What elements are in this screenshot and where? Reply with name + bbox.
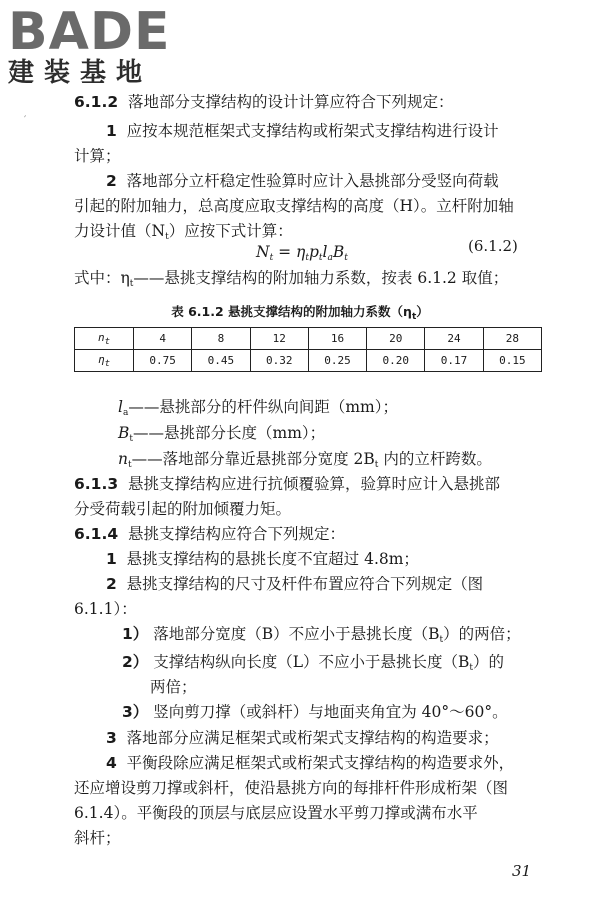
text: 支撑结构纵向长度（L）不应小于悬挑长度（B <box>153 653 470 671</box>
item-text: 落地部分应满足框架式或桁架式支撑结构的构造要求； <box>126 729 499 747</box>
formula-6-1-2 <box>256 242 348 268</box>
table-cell: 0.45 <box>192 350 250 372</box>
table-title <box>0 302 600 322</box>
text: η <box>97 352 105 366</box>
clause-text: 悬挑支撑结构应符合下列规定： <box>128 525 346 543</box>
clause-6-1-4-item-1 <box>106 549 419 569</box>
table-cell: 0.75 <box>134 350 192 372</box>
definition-nt <box>118 449 492 475</box>
symbol: B <box>118 424 130 442</box>
text: ）的 <box>473 653 505 671</box>
item-text: 悬挑支撑结构的尺寸及杆件布置应符合下列规定（图 <box>126 575 484 593</box>
row-header-n <box>75 328 134 350</box>
item-number: 1 <box>106 122 117 140</box>
logo-subtitle: 建装基地 <box>8 58 153 88</box>
table-cell: 4 <box>134 328 192 350</box>
clause-6-1-3 <box>74 474 500 494</box>
sub-item-3 <box>122 702 508 722</box>
clause-6-1-4-item-2 <box>106 574 483 594</box>
subscript: t <box>469 663 474 673</box>
text: ——悬挑支撑结构的附加轴力系数，按表 6.1.2 取值； <box>133 269 509 287</box>
item-text: 平衡段除应满足框架式或桁架式支撑结构的构造要求外， <box>126 754 515 772</box>
text: ）应按下式计算： <box>168 222 293 240</box>
item-number: 4 <box>106 754 117 772</box>
clause-6-1-4-item-4-cont: 还应增设剪刀撑或斜杆，使沿悬挑方向的每排杆件形成桁架（图 <box>74 779 509 797</box>
logo <box>8 4 171 88</box>
table-row <box>75 328 542 350</box>
table-cell: 12 <box>250 328 308 350</box>
table-cell: 20 <box>367 328 425 350</box>
item-number: 2 <box>106 575 117 593</box>
table-cell: 24 <box>425 328 483 350</box>
subscript: t <box>411 312 417 322</box>
text: 式中：η <box>74 269 130 287</box>
formula-part: l <box>322 243 328 261</box>
subscript: t <box>305 253 309 263</box>
clause-6-1-4-item-4 <box>106 753 514 773</box>
symbol: l <box>118 398 123 416</box>
sub-item-2-cont: 两倍； <box>150 678 197 696</box>
clause-text: 悬挑支撑结构应进行抗倾覆验算，验算时应计入悬挑部 <box>128 475 501 493</box>
formula-part: = η <box>278 243 306 261</box>
clause-6-1-4-heading <box>74 524 345 544</box>
text: n <box>97 330 105 344</box>
item-number: 2 <box>106 172 117 190</box>
table-row <box>75 350 542 372</box>
text: ）的两倍； <box>443 625 521 643</box>
item-text: 悬挑支撑结构的悬挑长度不宜超过 4.8m； <box>126 550 419 568</box>
text: ） <box>416 304 429 319</box>
definition-bt <box>118 423 325 449</box>
table-cell: 0.17 <box>425 350 483 372</box>
clause-6-1-4-item-2-cont: 6.1.1）： <box>74 600 137 618</box>
clause-text: 落地部分支撑结构的设计计算应符合下列规定： <box>128 93 454 111</box>
clause-number: 6.1.3 <box>74 475 119 493</box>
text: 竖向剪刀撑（或斜杆）与地面夹角宜为 40°～60°。 <box>153 703 508 721</box>
table-cell: 0.15 <box>483 350 541 372</box>
item-number: 3 <box>106 729 117 747</box>
text: 力设计值（N <box>74 222 166 240</box>
formula-where-line <box>74 268 508 294</box>
text: 落地部分宽度（B）不应小于悬挑长度（B <box>153 625 440 643</box>
subscript: t <box>269 253 274 263</box>
clause-6-1-3-cont: 分受荷载引起的附加倾覆力矩。 <box>74 500 292 518</box>
clause-6-1-2-item-1 <box>106 121 499 141</box>
subscript: t <box>374 460 379 470</box>
subscript: a <box>327 253 333 263</box>
clause-number: 6.1.4 <box>74 525 119 543</box>
equation-number: (6.1.2) <box>468 237 518 255</box>
formula-part: N <box>256 243 270 261</box>
text: 内的立杆跨数。 <box>378 450 492 468</box>
clause-6-1-4-item-3 <box>106 728 499 748</box>
subscript: t <box>165 232 169 242</box>
clause-6-1-4-item-4-cont3: 斜杆； <box>74 829 121 847</box>
table-cell: 16 <box>308 328 366 350</box>
clause-6-1-2-item-2-cont: 引起的附加轴力，总高度应取支撑结构的高度（H）。立杆附加轴 <box>74 197 514 215</box>
logo-brand: BADE <box>8 2 171 62</box>
page-number: 31 <box>512 862 532 880</box>
table-cell: 28 <box>483 328 541 350</box>
table-cell: 0.20 <box>367 350 425 372</box>
subscript: t <box>104 336 111 347</box>
item-text: 应按本规范框架式支撑结构或桁架式支撑结构进行设计 <box>126 122 499 140</box>
formula-part: p <box>308 243 319 261</box>
sub-item-number: 3） <box>122 703 149 721</box>
item-text: 落地部分立杆稳定性验算时应计入悬挑部分受竖向荷载 <box>126 172 499 190</box>
clause-6-1-2-heading <box>74 92 454 112</box>
definition-la <box>118 397 398 423</box>
sub-item-number: 2） <box>122 653 149 671</box>
subscript: t <box>439 635 444 645</box>
text: ——悬挑部分的杆件纵向间距（mm）； <box>128 398 398 416</box>
subscript: t <box>129 279 134 289</box>
text: ——落地部分靠近悬挑部分宽度 2B <box>131 450 375 468</box>
margin-mark: ′ <box>24 115 27 126</box>
row-header-eta <box>75 350 134 372</box>
table-cell: 0.32 <box>250 350 308 372</box>
formula-part: B <box>332 243 345 261</box>
sub-item-1 <box>122 624 521 650</box>
item-number: 1 <box>106 550 117 568</box>
coefficient-table <box>74 327 542 372</box>
text: ——悬挑部分长度（mm）； <box>133 424 326 442</box>
subscript: t <box>344 253 348 263</box>
table-cell: 0.25 <box>308 350 366 372</box>
text: 表 6.1.2 悬挑支撑结构的附加轴力系数（η <box>171 304 412 319</box>
sub-item-number: 1） <box>122 625 149 643</box>
clause-6-1-2-item-2 <box>106 171 499 191</box>
subscript: t <box>129 434 134 444</box>
clause-6-1-2-item-1-cont: 计算； <box>74 147 121 165</box>
subscript: t <box>127 460 132 470</box>
subscript: t <box>104 358 111 369</box>
clause-number: 6.1.2 <box>74 93 119 111</box>
table-cell: 8 <box>192 328 250 350</box>
subscript: t <box>318 253 323 263</box>
symbol: n <box>118 450 128 468</box>
sub-item-2 <box>122 652 504 678</box>
clause-6-1-4-item-4-cont2: 6.1.4）。平衡段的顶层与底层应设置水平剪刀撑或满布水平 <box>74 804 478 822</box>
subscript: a <box>122 408 129 418</box>
